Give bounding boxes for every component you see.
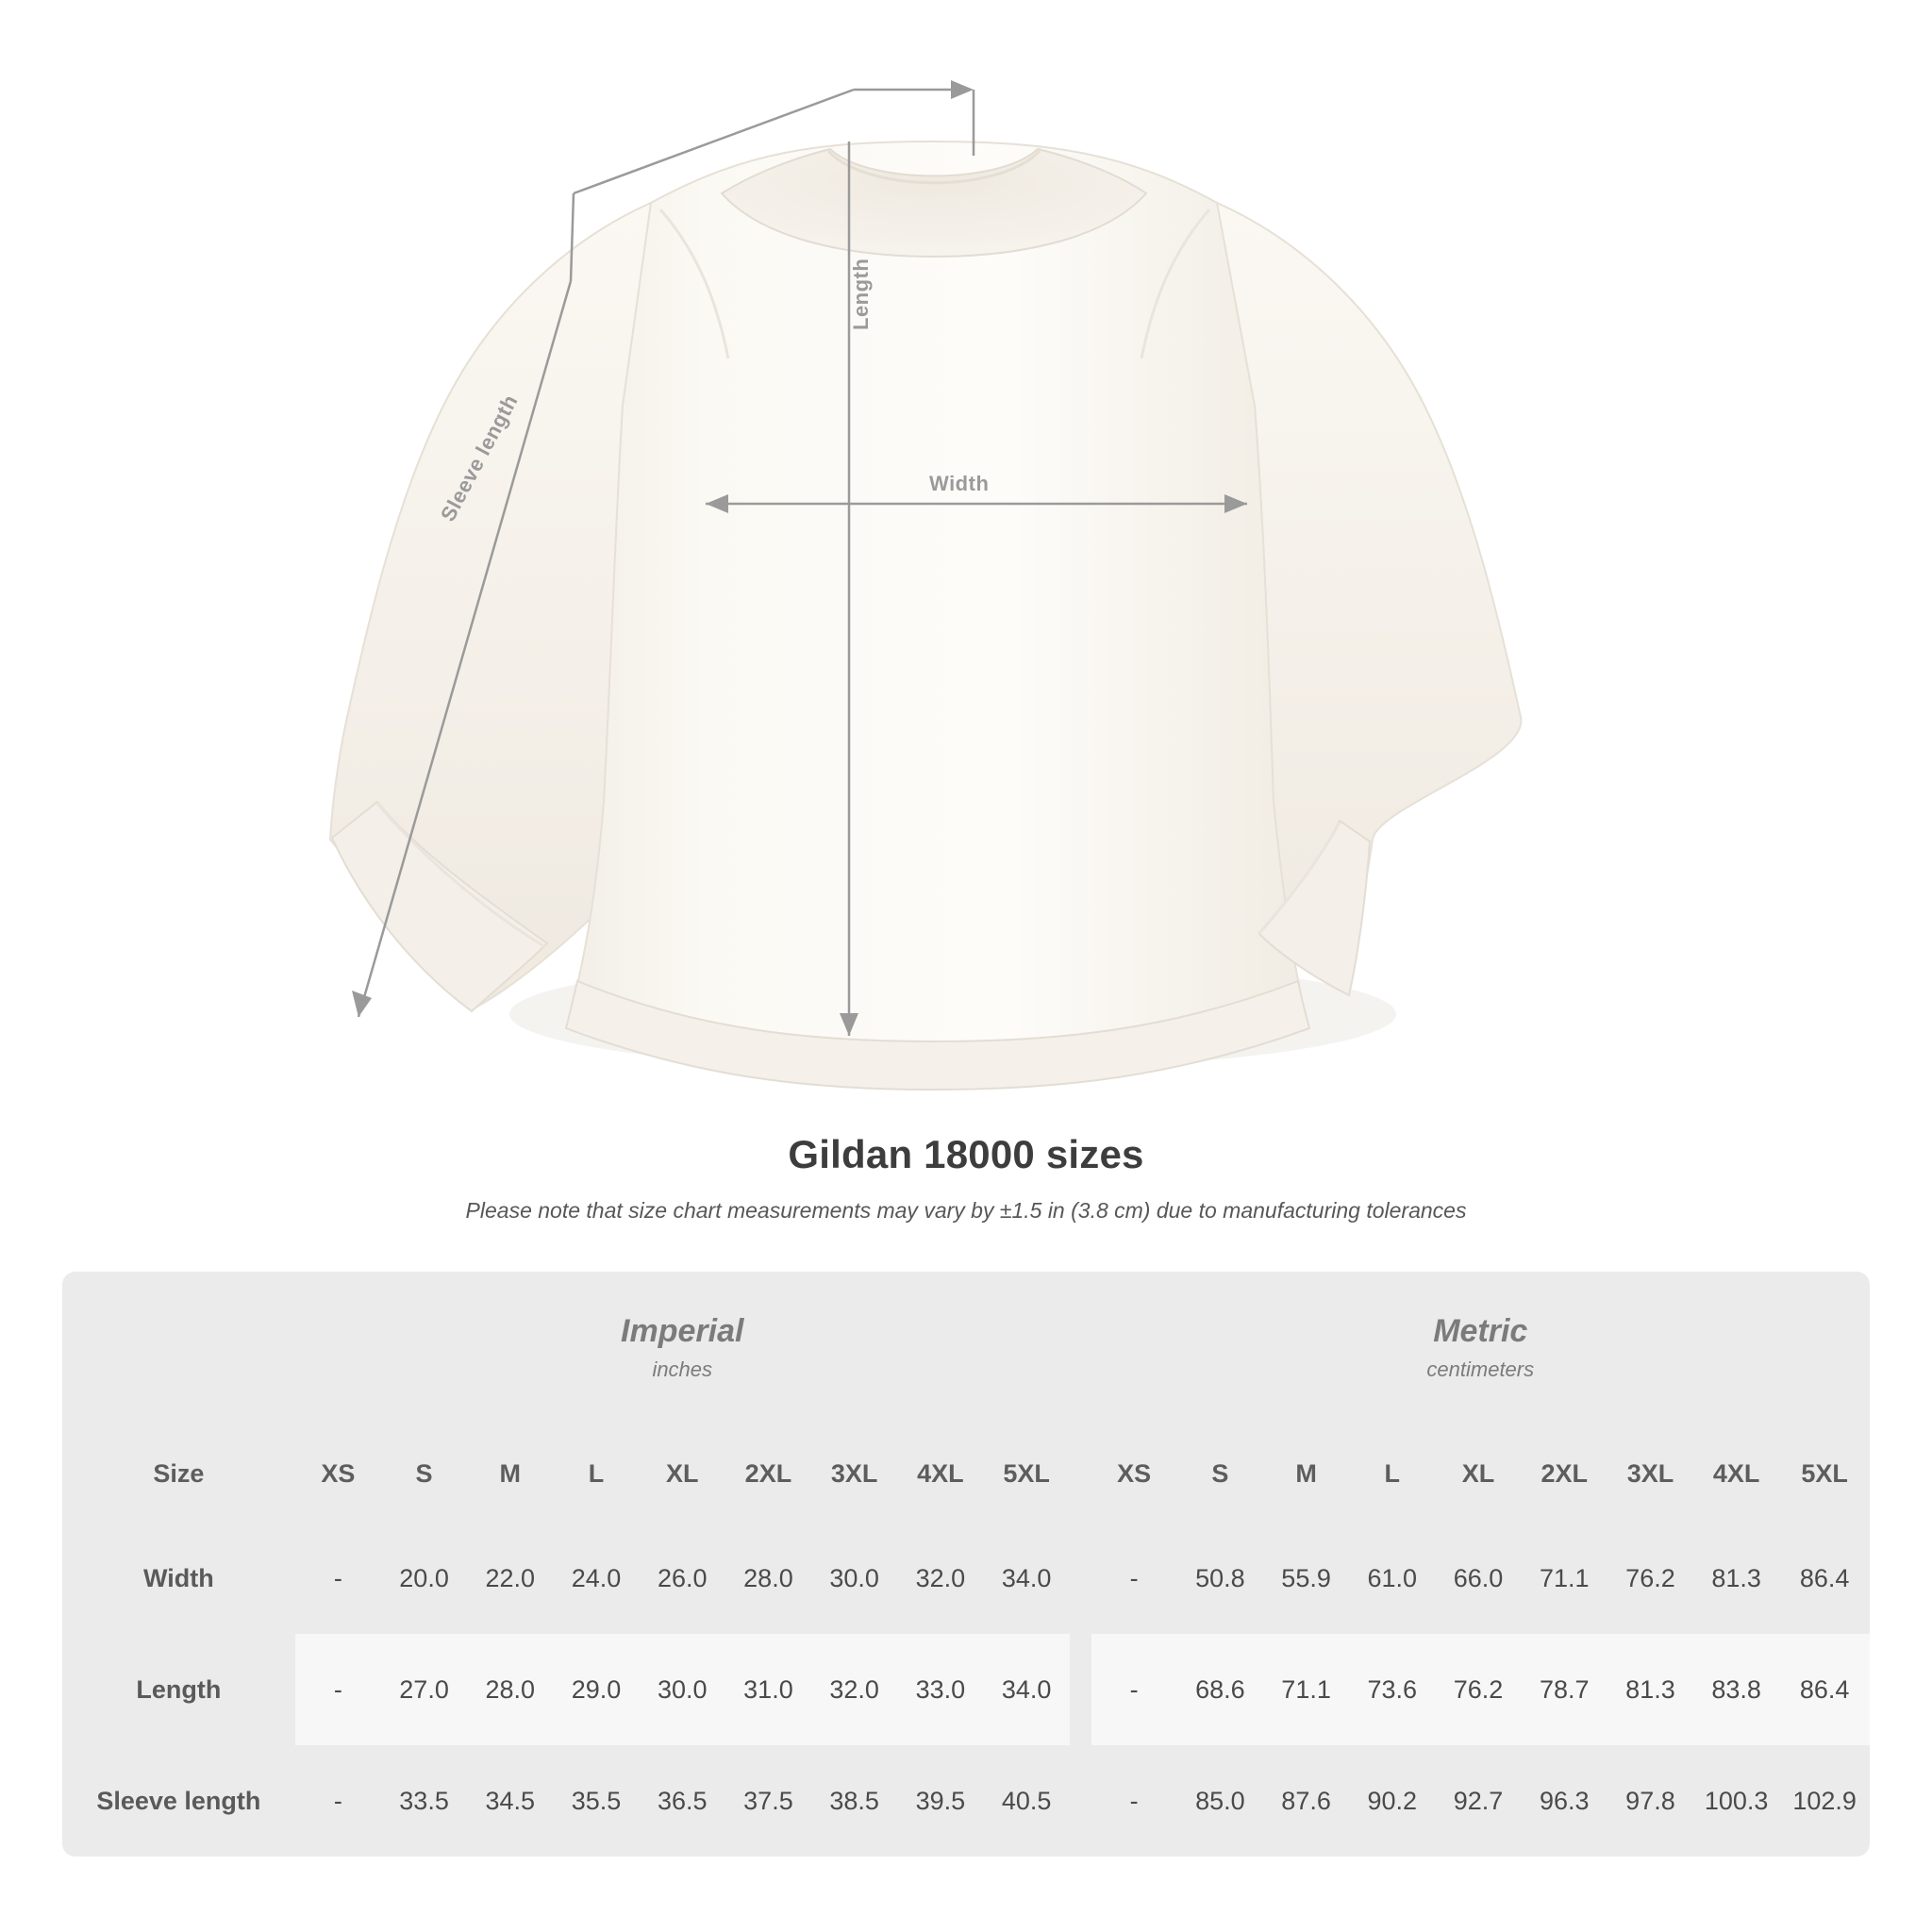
row-label-length: Length bbox=[62, 1634, 295, 1745]
size-header-metric-5xl: 5XL bbox=[1779, 1424, 1870, 1523]
page-title: Gildan 18000 sizes bbox=[788, 1132, 1144, 1176]
size-header-imperial-3xl: 3XL bbox=[811, 1424, 897, 1523]
cell-length-imperial-xs: - bbox=[295, 1634, 381, 1745]
size-header-metric-l: L bbox=[1349, 1424, 1435, 1523]
cell-sleeve-imperial-l: 35.5 bbox=[553, 1745, 639, 1857]
table-row bbox=[62, 1745, 1870, 1857]
cell-length-metric-l: 73.6 bbox=[1349, 1634, 1435, 1745]
size-header-metric-4xl: 4XL bbox=[1693, 1424, 1779, 1523]
cell-width-imperial-m: 22.0 bbox=[467, 1523, 553, 1634]
unit-head-spacer bbox=[62, 1272, 295, 1424]
cell-length-imperial-3xl: 32.0 bbox=[811, 1634, 897, 1745]
cell-sleeve-metric-4xl: 100.3 bbox=[1693, 1745, 1779, 1857]
column-separator bbox=[1070, 1634, 1091, 1745]
cell-length-imperial-s: 27.0 bbox=[381, 1634, 467, 1745]
row-label-width: Width bbox=[62, 1523, 295, 1634]
cell-sleeve-imperial-s: 33.5 bbox=[381, 1745, 467, 1857]
size-header-imperial-xs: XS bbox=[295, 1424, 381, 1523]
cell-sleeve-imperial-4xl: 39.5 bbox=[897, 1745, 983, 1857]
size-table-container bbox=[62, 1272, 1870, 1857]
cell-sleeve-imperial-2xl: 37.5 bbox=[725, 1745, 811, 1857]
size-table bbox=[62, 1272, 1870, 1857]
cell-length-metric-xs: - bbox=[1091, 1634, 1177, 1745]
size-header-row bbox=[62, 1424, 1870, 1523]
table-row bbox=[62, 1523, 1870, 1634]
size-header-metric-m: M bbox=[1263, 1424, 1349, 1523]
cell-width-imperial-4xl: 32.0 bbox=[897, 1523, 983, 1634]
cell-length-metric-4xl: 83.8 bbox=[1693, 1634, 1779, 1745]
size-header-imperial-5xl: 5XL bbox=[983, 1424, 1069, 1523]
cell-width-metric-2xl: 71.1 bbox=[1522, 1523, 1607, 1634]
size-header-imperial-l: L bbox=[553, 1424, 639, 1523]
cell-sleeve-metric-xl: 92.7 bbox=[1435, 1745, 1521, 1857]
cell-sleeve-imperial-m: 34.5 bbox=[467, 1745, 553, 1857]
cell-length-imperial-4xl: 33.0 bbox=[897, 1634, 983, 1745]
unit-group-metric-sub: centimeters bbox=[1426, 1357, 1535, 1381]
unit-group-imperial-sub: inches bbox=[652, 1357, 713, 1381]
cell-width-metric-4xl: 81.3 bbox=[1693, 1523, 1779, 1634]
cell-sleeve-imperial-xl: 36.5 bbox=[640, 1745, 725, 1857]
column-separator bbox=[1070, 1424, 1091, 1523]
cell-length-imperial-xl: 30.0 bbox=[640, 1634, 725, 1745]
size-header-metric-xs: XS bbox=[1091, 1424, 1177, 1523]
tolerance-note: Please note that size chart measurements may vary by ±1.5 in (3.8 cm) due to manufacturing tolerances bbox=[465, 1198, 1467, 1223]
cell-length-metric-s: 68.6 bbox=[1177, 1634, 1263, 1745]
cell-length-imperial-2xl: 31.0 bbox=[725, 1634, 811, 1745]
size-header-imperial-4xl: 4XL bbox=[897, 1424, 983, 1523]
cell-sleeve-metric-xs: - bbox=[1091, 1745, 1177, 1857]
cell-length-metric-2xl: 78.7 bbox=[1522, 1634, 1607, 1745]
cell-width-imperial-xs: - bbox=[295, 1523, 381, 1634]
cell-length-metric-xl: 76.2 bbox=[1435, 1634, 1521, 1745]
cell-sleeve-metric-5xl: 102.9 bbox=[1779, 1745, 1870, 1857]
cell-sleeve-imperial-5xl: 40.5 bbox=[983, 1745, 1069, 1857]
cell-sleeve-metric-3xl: 97.8 bbox=[1607, 1745, 1693, 1857]
size-header-imperial-m: M bbox=[467, 1424, 553, 1523]
width-dimension-label: Width bbox=[929, 472, 990, 495]
unit-head-gap bbox=[1070, 1272, 1091, 1424]
cell-width-imperial-xl: 26.0 bbox=[640, 1523, 725, 1634]
unit-group-metric-name: Metric bbox=[1433, 1313, 1528, 1350]
length-dimension-label: Length bbox=[849, 258, 873, 330]
cell-width-metric-5xl: 86.4 bbox=[1779, 1523, 1870, 1634]
cell-length-imperial-m: 28.0 bbox=[467, 1634, 553, 1745]
column-separator bbox=[1070, 1745, 1091, 1857]
size-header-imperial-2xl: 2XL bbox=[725, 1424, 811, 1523]
cell-width-metric-xl: 66.0 bbox=[1435, 1523, 1521, 1634]
cell-sleeve-metric-2xl: 96.3 bbox=[1522, 1745, 1607, 1857]
cell-sleeve-metric-s: 85.0 bbox=[1177, 1745, 1263, 1857]
size-header-imperial-xl: XL bbox=[640, 1424, 725, 1523]
size-header-metric-2xl: 2XL bbox=[1522, 1424, 1607, 1523]
cell-width-metric-l: 61.0 bbox=[1349, 1523, 1435, 1634]
cell-sleeve-imperial-3xl: 38.5 bbox=[811, 1745, 897, 1857]
table-row bbox=[62, 1634, 1870, 1745]
cell-width-metric-xs: - bbox=[1091, 1523, 1177, 1634]
cell-width-metric-3xl: 76.2 bbox=[1607, 1523, 1693, 1634]
size-header-label: Size bbox=[62, 1424, 295, 1523]
unit-group-imperial-name: Imperial bbox=[621, 1313, 744, 1350]
cell-sleeve-metric-m: 87.6 bbox=[1263, 1745, 1349, 1857]
cell-width-imperial-2xl: 28.0 bbox=[725, 1523, 811, 1634]
cell-width-imperial-3xl: 30.0 bbox=[811, 1523, 897, 1634]
column-separator bbox=[1070, 1523, 1091, 1634]
sleeve-length-dimension-label: Sleeve length bbox=[436, 391, 523, 525]
cell-length-metric-5xl: 86.4 bbox=[1779, 1634, 1870, 1745]
cell-width-imperial-l: 24.0 bbox=[553, 1523, 639, 1634]
unit-group-imperial bbox=[295, 1272, 1070, 1424]
row-label-sleeve-length: Sleeve length bbox=[62, 1745, 295, 1857]
cell-width-imperial-5xl: 34.0 bbox=[983, 1523, 1069, 1634]
unit-group-row bbox=[62, 1272, 1870, 1424]
size-header-metric-s: S bbox=[1177, 1424, 1263, 1523]
cell-width-metric-m: 55.9 bbox=[1263, 1523, 1349, 1634]
cell-width-imperial-s: 20.0 bbox=[381, 1523, 467, 1634]
unit-group-metric bbox=[1091, 1272, 1870, 1424]
size-header-imperial-s: S bbox=[381, 1424, 467, 1523]
cell-width-metric-s: 50.8 bbox=[1177, 1523, 1263, 1634]
size-header-metric-xl: XL bbox=[1435, 1424, 1521, 1523]
cell-length-metric-3xl: 81.3 bbox=[1607, 1634, 1693, 1745]
cell-length-imperial-l: 29.0 bbox=[553, 1634, 639, 1745]
size-header-metric-3xl: 3XL bbox=[1607, 1424, 1693, 1523]
cell-sleeve-imperial-xs: - bbox=[295, 1745, 381, 1857]
title-block bbox=[0, 1132, 1932, 1224]
cell-length-imperial-5xl: 34.0 bbox=[983, 1634, 1069, 1745]
cell-length-metric-m: 71.1 bbox=[1263, 1634, 1349, 1745]
cell-sleeve-metric-l: 90.2 bbox=[1349, 1745, 1435, 1857]
